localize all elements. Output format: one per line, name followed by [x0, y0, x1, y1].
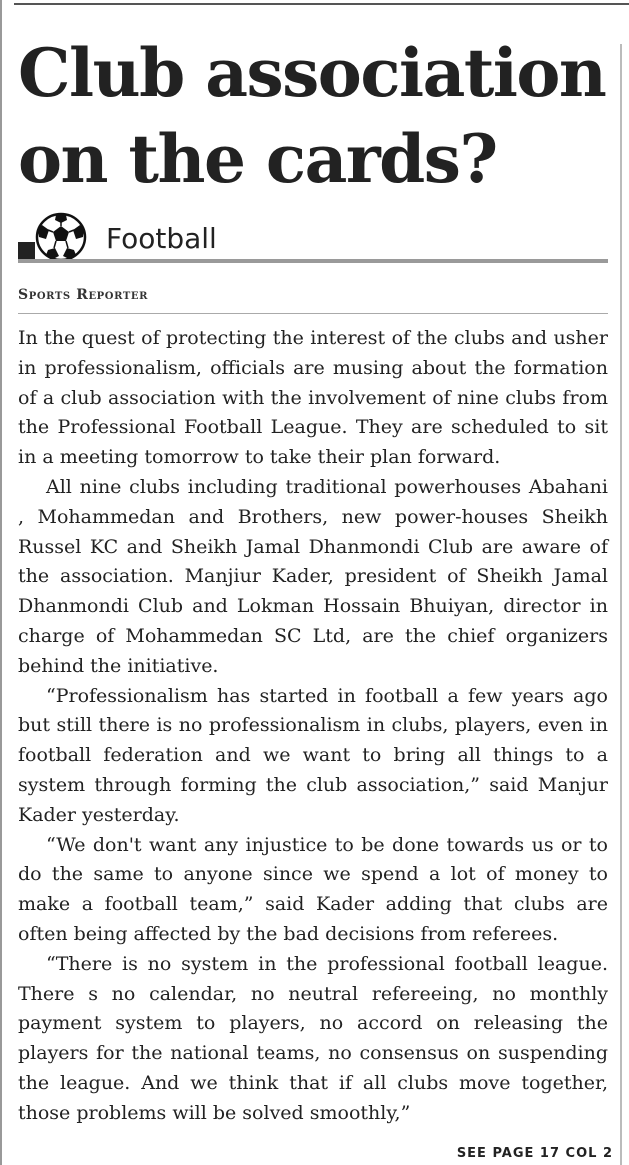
- section-tag-bar: [18, 242, 35, 259]
- page-left-border: [0, 0, 2, 1165]
- page-top-rule: [14, 3, 629, 5]
- byline: Sports Reporter: [18, 287, 149, 303]
- football-icon: [34, 212, 88, 262]
- article-paragraph: “We don't want any injustice to be done towards us or to do the same to anyone since we spend a lot of money to make a football team,” said Kader adding that clubs are often being affected by the bad decisions from referees.: [18, 833, 608, 945]
- article-paragraph: “There is no system in the professional football league. There s no calendar, no neutral refereeing, no monthly payment system to players, no accord on releasing the players for the national teams, no consensus on suspending the league. And we think that if all clubs move together, those problems will be solved smoothly,”: [18, 952, 608, 1124]
- section-underline: [18, 259, 608, 263]
- column-divider: [620, 44, 622, 1165]
- byline-rule: [18, 313, 608, 314]
- article-paragraph: In the quest of protecting the interest of the clubs and usher in professionalism, officials are musing about the formation of a club association with the involvement of nine clubs from the Professional Football League. They are scheduled to sit in a meeting tomorrow to take their plan forward.: [18, 327, 608, 469]
- article-body: [18, 324, 608, 1129]
- section-label: Football: [106, 222, 217, 255]
- continuation-link[interactable]: SEE PAGE 17 COL 2: [456, 1146, 613, 1161]
- article-paragraph: All nine clubs including traditional powerhouses Abahani , Mohammedan and Brothers, new power-houses Sheikh Russel KC and Sheikh Jamal Dhanmondi Club are aware of the association. Manjiur Kader, president of Sheikh Jamal Dhanmondi Club and Lokman Hossain Bhuiyan, director in charge of Mohammedan SC Ltd, are the chief organizers behind the initiative.: [18, 475, 608, 677]
- article-paragraph: “Professionalism has started in football a few years ago but still there is no professionalism in clubs, players, even in football federation and we want to bring all things to a system through forming the club association,” said Manjur Kader yesterday.: [18, 684, 608, 826]
- headline: Club association on the cards?: [18, 34, 606, 198]
- section-tag: [18, 212, 608, 260]
